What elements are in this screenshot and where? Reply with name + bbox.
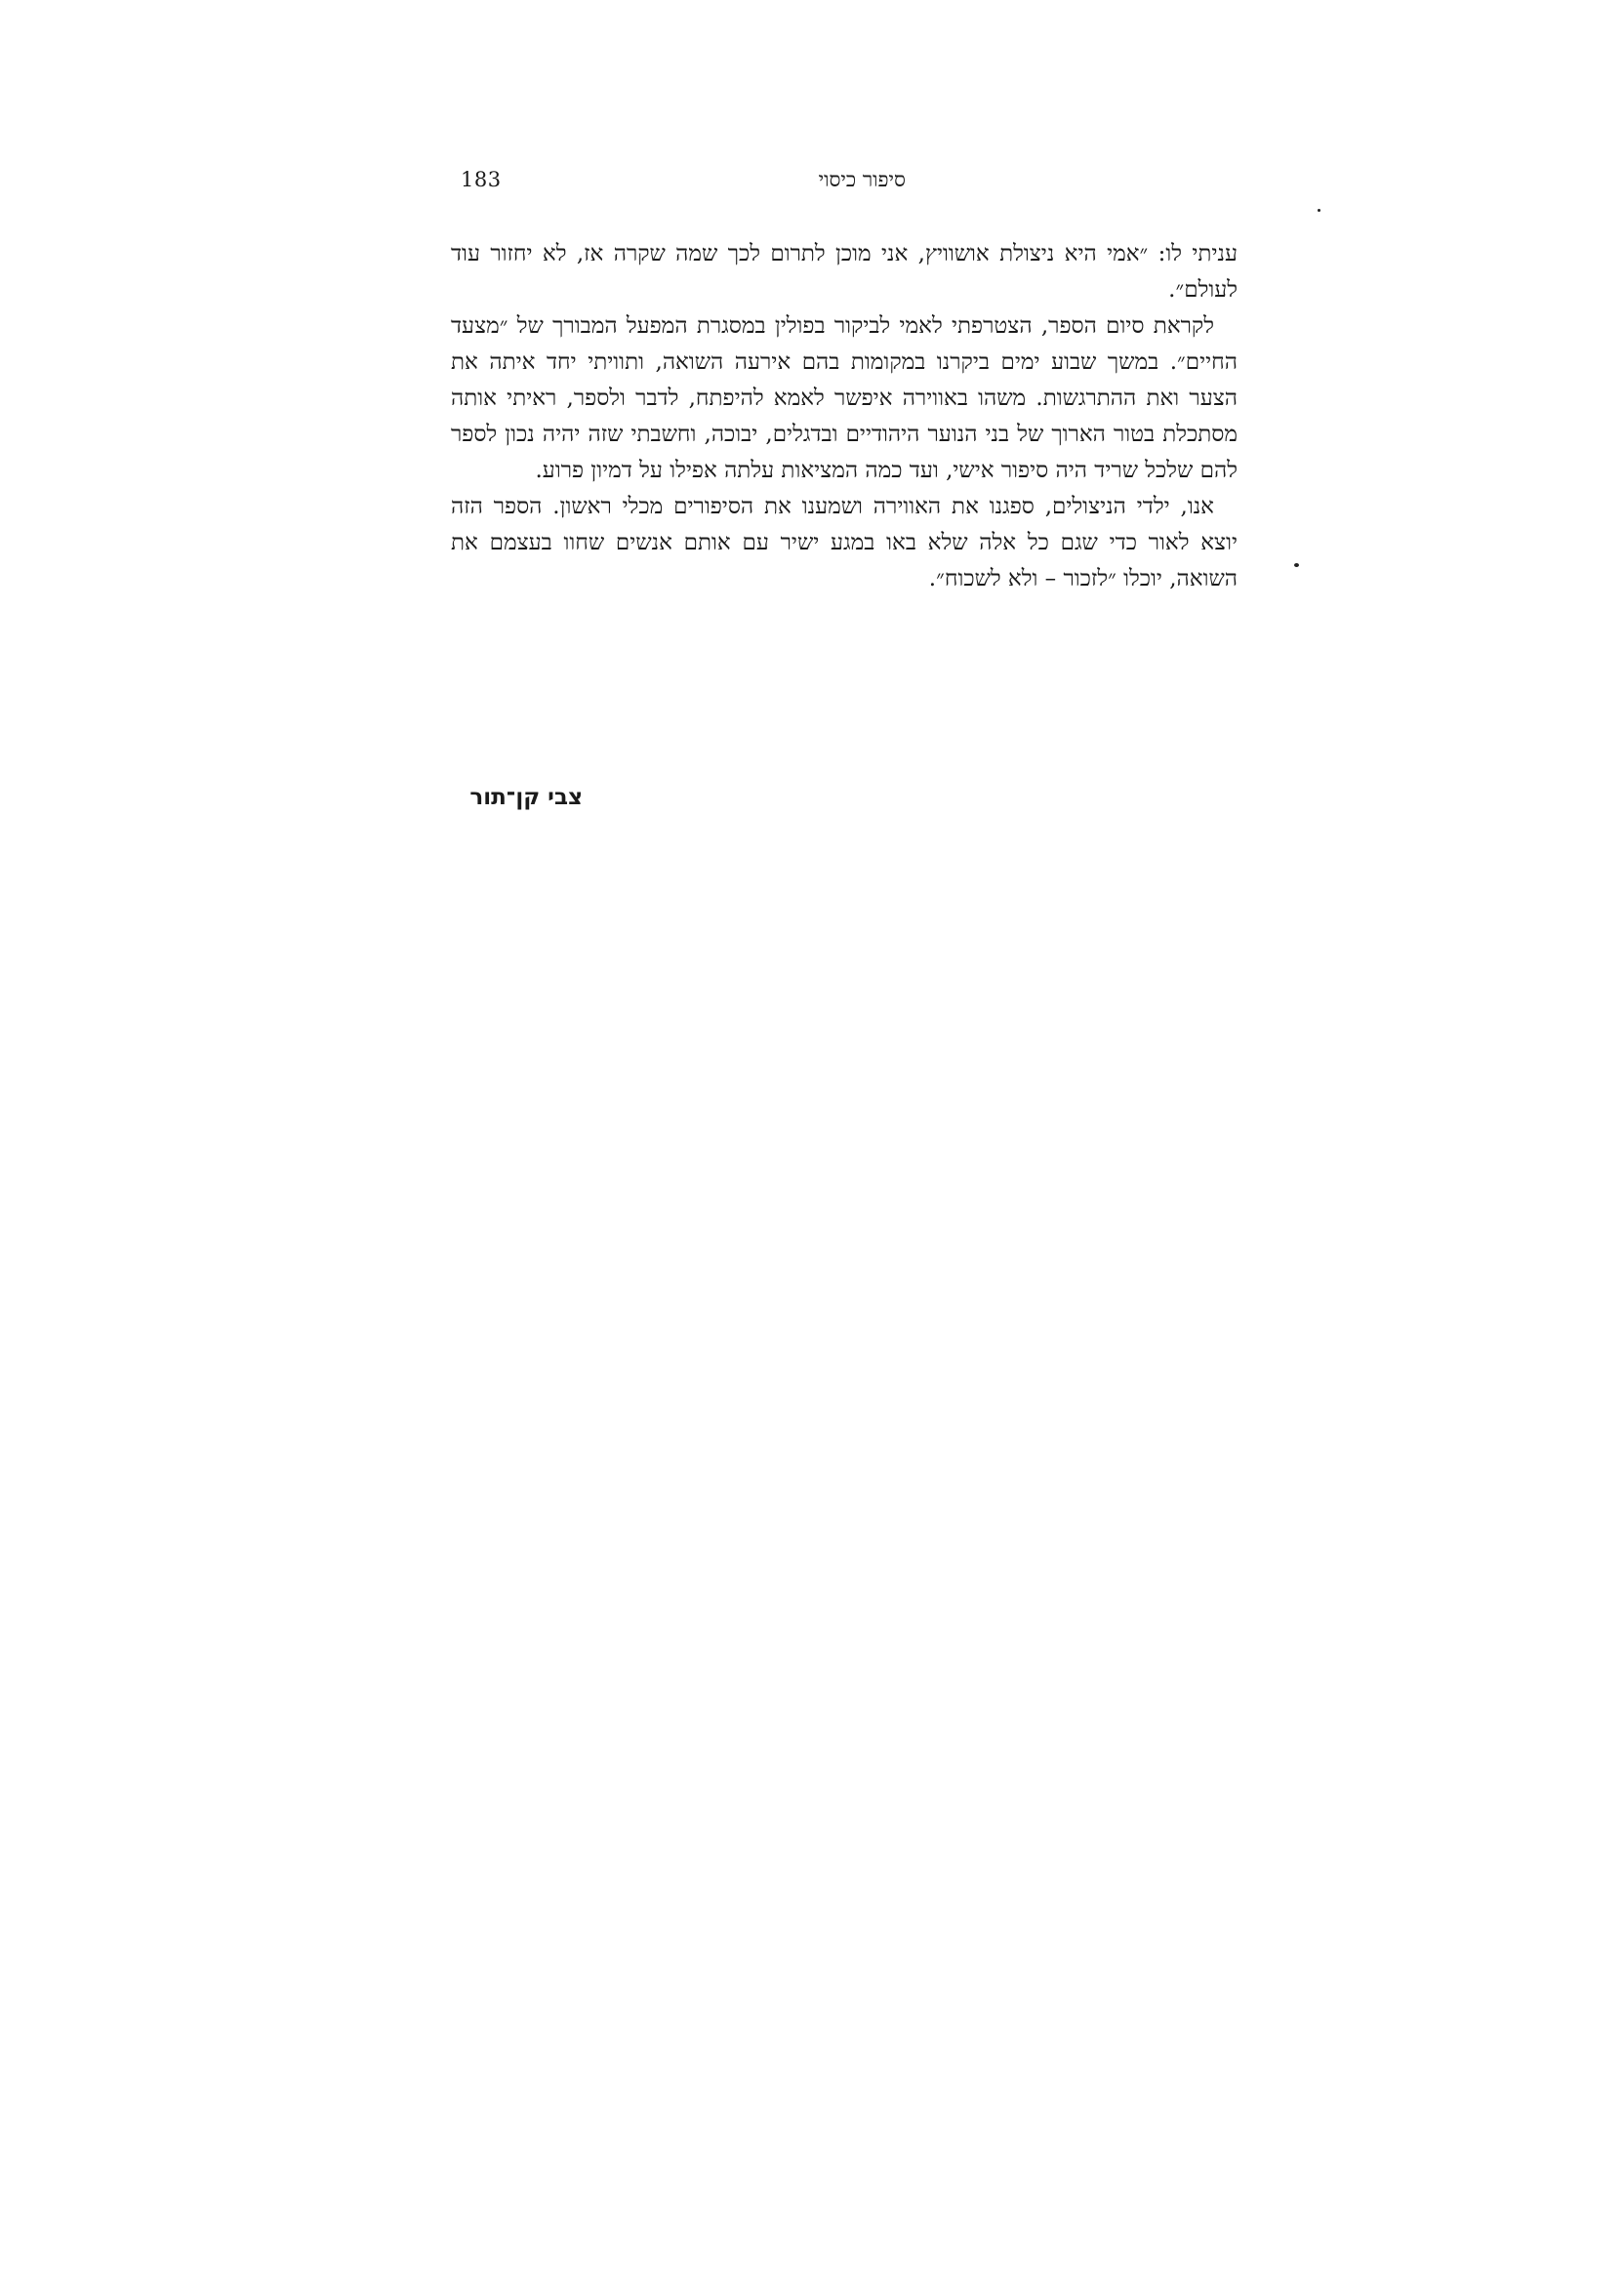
scan-speck — [1294, 563, 1299, 567]
paragraph: אנו, ילדי הניצולים, ספגנו את האווירה ושמענו את הסיפורים מכלי ראשון. הספר הזה יוצא לאור כדי שגם כל אלה שלא באו במגע ישיר עם אותם אנשים שחוו בעצמם את השואה, יוכלו ״לזכור – ולא לשכוח״. — [451, 494, 1238, 591]
author-signature: צבי קן־תור — [469, 785, 583, 810]
page-number: 183 — [461, 168, 502, 191]
body-text — [451, 236, 1238, 597]
running-title: סיפור כיסוי — [818, 168, 906, 191]
paragraph: לקראת סיום הספר, הצטרפתי לאמי לביקור בפולין במסגרת המפעל המבורך של ״מצעד החיים״. במשך שבוע ימים ביקרנו במקומות בהם אירעה השואה, ותוויתי יחד איתה את הצער ואת ההתרגשות. משהו באווירה איפשר לאמא להיפתח, לדבר ולספר, ראיתי אותה מסתכלת בטור הארוך של בני הנוער היהודיים ובדגלים, יבוכה, וחשבתי שזה יהיה נכון לספר להם שלכל שריד היה סיפור אישי, ועד כמה המציאות עלתה אפילו על דמיון פרוע. — [451, 313, 1238, 483]
paragraph: עניתי לו: ״אמי היא ניצולת אושוויץ, אני מוכן לתרום לכך שמה שקרה אז, לא יחזור עוד לעולם״. — [451, 241, 1238, 303]
scan-speck — [1318, 209, 1320, 212]
page-header — [451, 168, 1238, 201]
